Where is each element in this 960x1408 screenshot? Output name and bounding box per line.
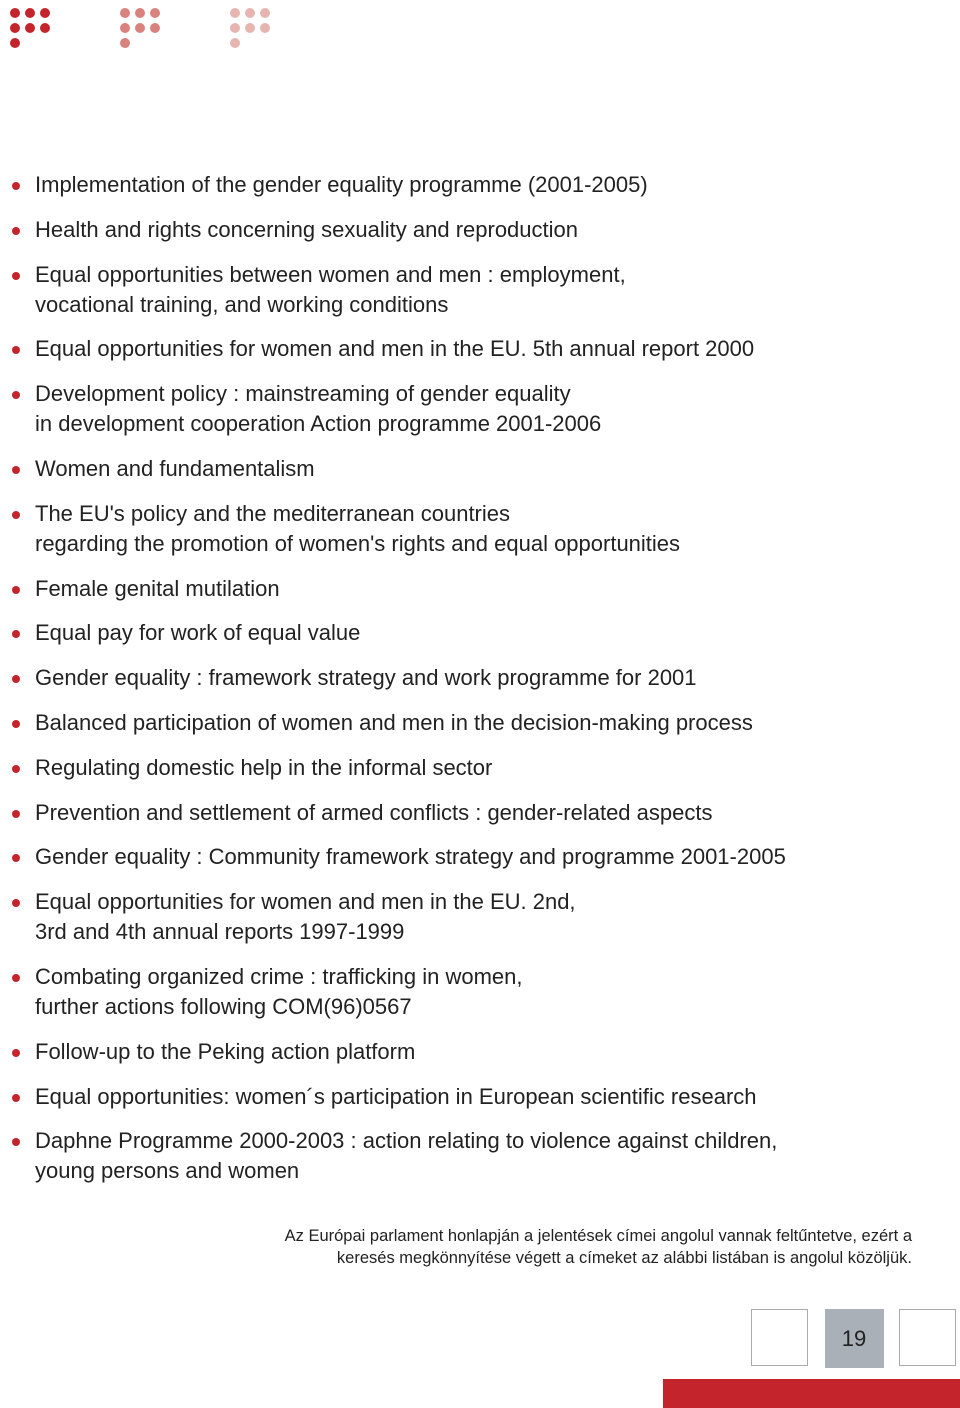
bullet-icon: [12, 854, 20, 862]
list-item: [0, 1037, 900, 1067]
dot-mark: [40, 23, 50, 33]
dot-mark: [10, 38, 20, 48]
report-list: [0, 170, 900, 1201]
dot-mark: [25, 23, 35, 33]
bullet-icon: [12, 675, 20, 683]
dot-mark: [10, 8, 20, 18]
dot-mark: [120, 23, 130, 33]
list-item: [0, 260, 900, 320]
list-item-line: Female genital mutilation: [35, 575, 280, 601]
list-item-line: Equal opportunities: women´s participation in European scientific research: [35, 1083, 757, 1109]
list-item: [0, 962, 900, 1022]
bullet-icon: [12, 810, 20, 818]
list-item-line: The EU's policy and the mediterranean countries: [35, 500, 511, 526]
list-item-line: 3rd and 4th annual reports 1997-1999: [35, 919, 405, 945]
list-item-line: in development cooperation Action programme 2001-2006: [35, 411, 602, 437]
bullet-icon: [12, 391, 20, 399]
dot-mark: [260, 8, 270, 18]
footer-accent-bar: [663, 1379, 960, 1408]
bullet-icon: [12, 586, 20, 594]
footer-note-line-2: keresés megkönnyítése végett a címeket az alábbi listában is angolul közöljük.: [336, 1249, 912, 1267]
bullet-icon: [12, 511, 20, 519]
dot-mark: [40, 8, 50, 18]
list-item: [0, 842, 900, 872]
list-item-line: further actions following COM(96)0567: [35, 993, 412, 1019]
dot-mark: [245, 8, 255, 18]
list-item-line: Gender equality : Community framework strategy and programme 2001-2005: [35, 844, 786, 870]
bullet-icon: [12, 974, 20, 982]
list-item-line: Follow-up to the Peking action platform: [35, 1038, 416, 1064]
decorative-dot-pattern: [0, 0, 300, 60]
list-item-line: Balanced participation of women and men in the decision-making process: [35, 709, 753, 735]
list-item: [0, 499, 900, 559]
dot-mark: [25, 8, 35, 18]
dots-graphic: [0, 0, 300, 60]
page-number: 19: [841, 1325, 867, 1351]
list-item: [0, 454, 900, 484]
list-item-line: young persons and women: [35, 1158, 300, 1184]
bullet-icon: [12, 346, 20, 354]
list-item-line: Implementation of the gender equality programme (2001-2005): [35, 172, 648, 197]
dot-mark: [230, 23, 240, 33]
bullet-icon: [12, 899, 20, 907]
bullet-icon: [12, 720, 20, 728]
list-item-line: regarding the promotion of women's rights and equal opportunities: [35, 530, 681, 556]
list-item-line: Equal opportunities between women and men : employment,: [35, 261, 626, 287]
footer-note-line-1: Az Európai parlament honlapján a jelentések címei angolul vannak feltűntetve, ezért a: [284, 1227, 912, 1245]
dot-mark: [120, 38, 130, 48]
dot-mark: [135, 8, 145, 18]
list-item-line: Daphne Programme 2000-2003 : action relating to violence against children,: [35, 1128, 778, 1154]
list-item-line: Women and fundamentalism: [35, 455, 315, 481]
list-item: [0, 1126, 900, 1186]
bullet-icon: [12, 630, 20, 638]
list-item: [0, 170, 900, 200]
page-box-next: [899, 1309, 956, 1366]
dot-mark: [260, 23, 270, 33]
list-item: [0, 618, 900, 648]
dot-mark: [10, 23, 20, 33]
dot-mark: [120, 8, 130, 18]
list-item: [0, 1082, 900, 1112]
list-item-line: Gender equality : framework strategy and work programme for 2001: [35, 665, 697, 691]
bullet-icon: [12, 182, 20, 190]
list-item: [0, 215, 900, 245]
list-item: [0, 708, 900, 738]
bullet-icon: [12, 466, 20, 474]
list-item-line: Equal opportunities for women and men in the EU. 5th annual report 2000: [35, 336, 755, 362]
list-item: [0, 663, 900, 693]
page-box-previous: [751, 1309, 808, 1366]
dot-mark: [230, 38, 240, 48]
list-item-line: Regulating domestic help in the informal sector: [35, 754, 493, 780]
list-item-line: Prevention and settlement of armed conflicts : gender-related aspects: [35, 799, 713, 825]
footer-note: [180, 1225, 912, 1269]
list-item-line: Equal opportunities for women and men in the EU. 2nd,: [35, 889, 576, 915]
list-item-line: vocational training, and working conditions: [35, 291, 449, 317]
list-item-line: Health and rights concerning sexuality and reproduction: [35, 216, 578, 242]
dot-mark: [150, 8, 160, 18]
bullet-icon: [12, 1138, 20, 1146]
list-item: [0, 798, 900, 828]
list-item-line: Development policy : mainstreaming of gender equality: [35, 381, 571, 407]
list-item: [0, 379, 900, 439]
bullet-icon: [12, 1049, 20, 1057]
dot-mark: [245, 23, 255, 33]
list-item-line: Combating organized crime : trafficking in women,: [35, 963, 523, 989]
dot-mark: [150, 23, 160, 33]
dot-mark: [230, 8, 240, 18]
bullet-icon: [12, 765, 20, 773]
list-item: [0, 753, 900, 783]
list-item-line: Equal pay for work of equal value: [35, 620, 361, 646]
list-item: [0, 334, 900, 364]
list-item: [0, 887, 900, 947]
dot-mark: [135, 23, 145, 33]
bullet-icon: [12, 227, 20, 235]
bullet-icon: [12, 272, 20, 280]
list-item: [0, 574, 900, 604]
bullet-icon: [12, 1094, 20, 1102]
